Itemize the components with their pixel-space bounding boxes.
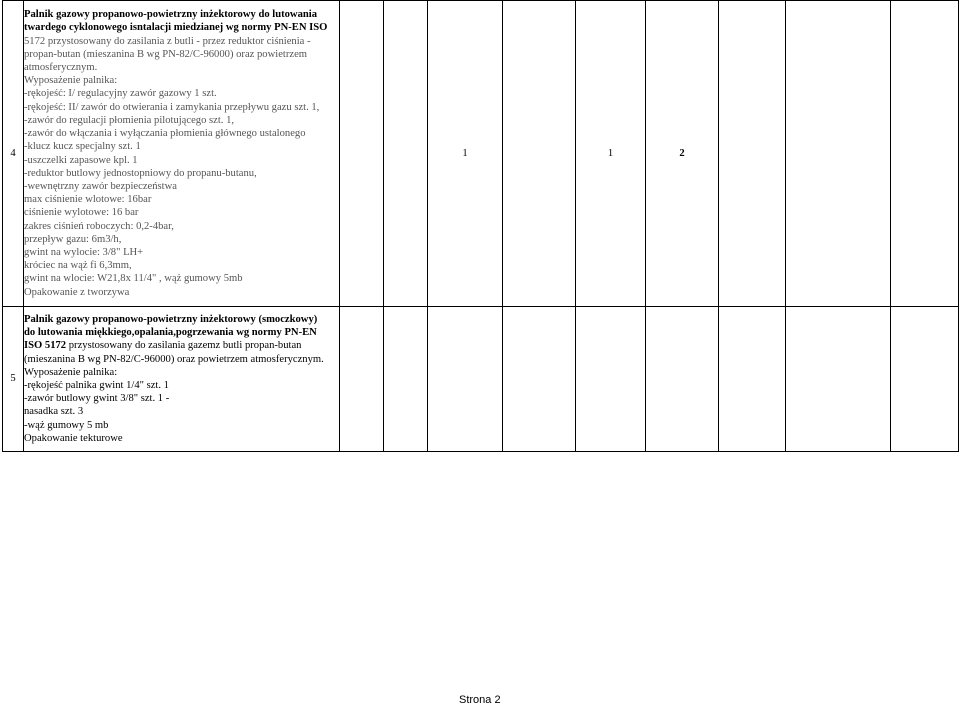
description-line: -rękojeść: I/ regulacyjny zawór gazowy 1 szt.: [24, 88, 217, 100]
description-line: -wąż gumowy 5 mb: [24, 419, 109, 431]
table-cell: [428, 307, 503, 452]
table-cell: [340, 1, 384, 307]
description-line: -rękojeść: II/ zawór do otwierania i zamykania przepływu gazu szt. 1,: [24, 101, 320, 113]
table-cell: [786, 307, 891, 452]
specification-table: [2, 0, 959, 452]
description-line: -uszczelki zapasowe kpl. 1: [24, 154, 138, 166]
table-cell: [576, 307, 646, 452]
description-line: -rękojeść palnika gwint 1/4" szt. 1: [24, 380, 169, 391]
row-number: 4: [3, 1, 24, 307]
table-row: [3, 1, 959, 307]
description-line: ciśnienie wylotowe: 16 bar: [24, 207, 139, 219]
description-line: twardego cyklonowego isntalacji miedzianej wg normy PN-EN ISO: [24, 22, 328, 34]
description-line: nasadka szt. 3: [24, 406, 84, 418]
table-cell: [340, 307, 384, 452]
table-row: [3, 307, 959, 452]
description-line: Palnik gazowy propanowo-powietrzny inżektorowy do lutowania: [24, 9, 318, 21]
description-line: -klucz kucz specjalny szt. 1: [24, 141, 141, 153]
table-cell: [786, 1, 891, 307]
description-line: do lutowania miękkiego,opalania,pogrzewania wg normy PN-EN: [24, 327, 317, 339]
table-cell: [384, 307, 428, 452]
description-line: Wyposażenie palnika:: [24, 366, 118, 378]
table-cell: [719, 1, 786, 307]
description-line: (mieszanina B wg PN-82/C-96000) oraz powietrzem atmosferycznym.: [24, 353, 324, 365]
description-line: -zawór butlowy gwint 3/8" szt. 1 -: [24, 393, 170, 405]
table-cell: [503, 1, 576, 307]
description-line: gwint na wlocie: W21,8x 11/4" , wąż gumowy 5mb: [24, 273, 243, 285]
description-line: zakres ciśnień roboczych: 0,2-4bar,: [24, 220, 174, 232]
description-line: gwint na wylocie: 3/8" LH+: [24, 246, 144, 258]
description-line: ISO 5172 przystosowany do zasilania gazemz butli propan-butan: [24, 340, 302, 352]
row-number: 5: [3, 307, 24, 452]
description-line: atmosferycznym.: [24, 62, 98, 74]
quantity-cell: 1: [576, 1, 646, 307]
table-cell: [384, 1, 428, 307]
total-cell: 2: [646, 1, 719, 307]
page-number: Strona 2: [459, 694, 501, 706]
table-cell: [503, 307, 576, 452]
item-description: [24, 307, 340, 452]
description-line: max ciśnienie wlotowe: 16bar: [24, 194, 152, 206]
description-line: propan-butan (mieszanina B wg PN-82/C-96000) oraz powietrzem: [24, 48, 308, 60]
item-description: [24, 1, 340, 307]
description-line: Palnik gazowy propanowo-powietrzny inżektorowy (smoczkowy): [24, 313, 318, 325]
description-line: -zawór do włączania i wyłączania płomienia głównego ustalonego: [24, 128, 306, 140]
description-line: przepływ gazu: 6m3/h,: [24, 233, 122, 245]
table-cell: [891, 1, 959, 307]
description-line: króciec na wąż fi 6,3mm,: [24, 260, 132, 272]
quantity-cell: 1: [428, 1, 503, 307]
table-cell: [891, 307, 959, 452]
description-line: -wewnętrzny zawór bezpieczeństwa: [24, 180, 177, 192]
description-line: -reduktor butlowy jednostopniowy do propanu-butanu,: [24, 167, 257, 179]
description-line: 5172 przystosowany do zasilania z butli - przez reduktor ciśnienia -: [24, 35, 311, 47]
table-cell: [719, 307, 786, 452]
description-line: Opakowanie z tworzywa: [24, 286, 130, 298]
description-line: -zawór do regulacji płomienia pilotującego szt. 1,: [24, 114, 235, 126]
table-cell: [646, 307, 719, 452]
description-line: Wyposażenie palnika:: [24, 75, 118, 87]
description-line: Opakowanie tekturowe: [24, 432, 123, 444]
